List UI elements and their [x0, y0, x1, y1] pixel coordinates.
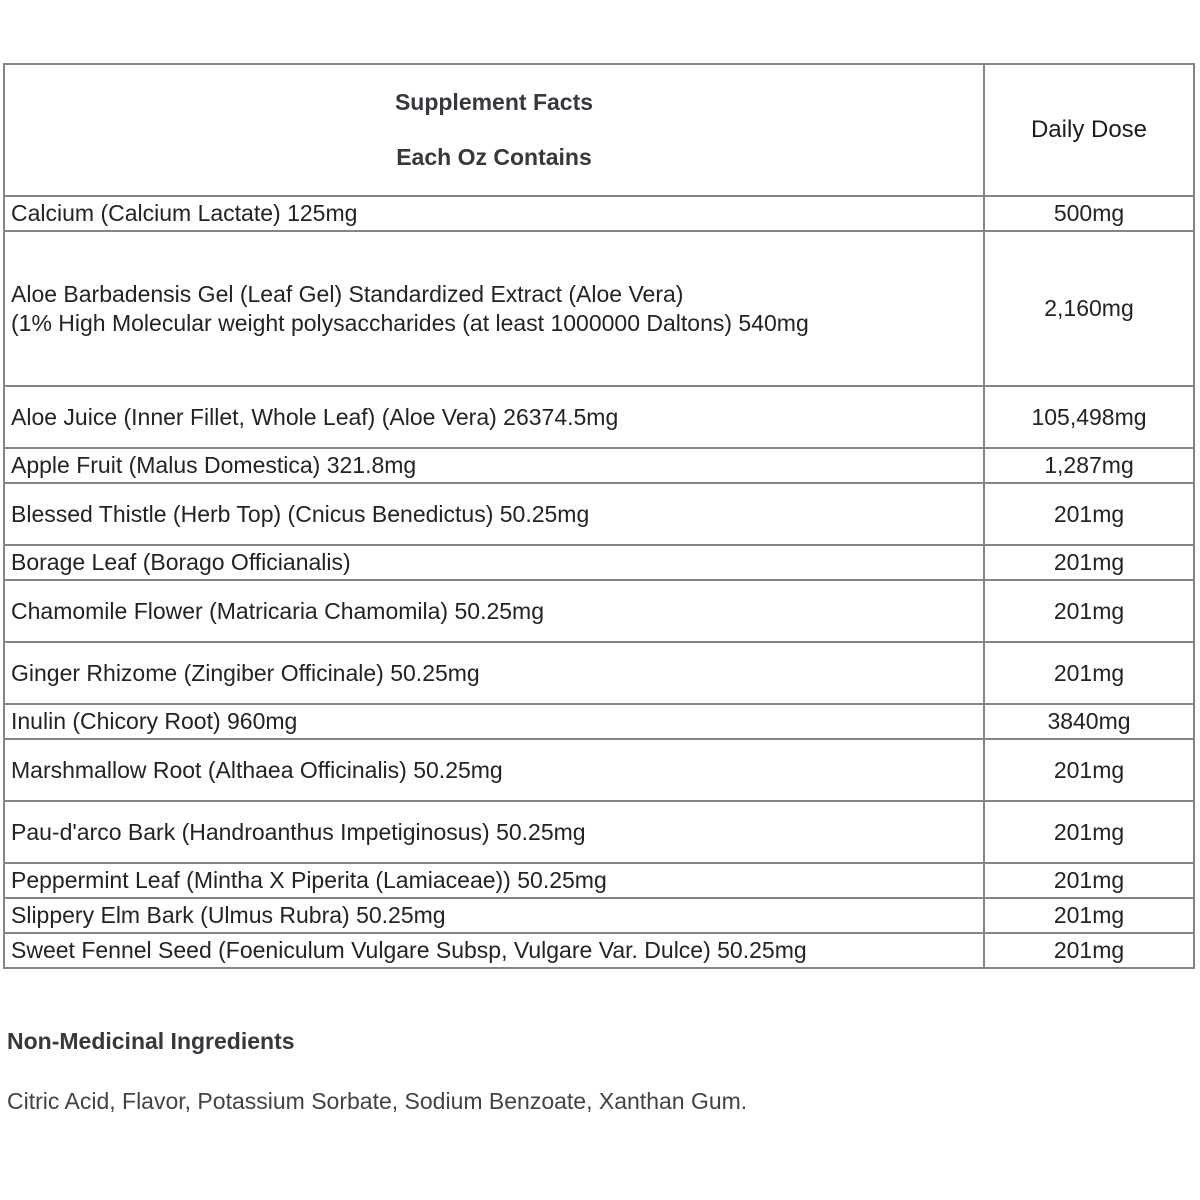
table-row: [4, 483, 1194, 545]
ingredient-cell: Blessed Thistle (Herb Top) (Cnicus Benedictus) 50.25mg: [4, 483, 984, 545]
dose-cell: 201mg: [984, 545, 1194, 580]
dose-cell: 201mg: [984, 933, 1194, 968]
dose-cell: 105,498mg: [984, 386, 1194, 448]
table-row: [4, 642, 1194, 704]
non-medicinal-heading: Non-Medicinal Ingredients: [7, 1028, 295, 1054]
ingredient-cell: Aloe Juice (Inner Fillet, Whole Leaf) (Aloe Vera) 26374.5mg: [4, 386, 984, 448]
ingredient-cell: Apple Fruit (Malus Domestica) 321.8mg: [4, 448, 984, 483]
ingredient-cell: Chamomile Flower (Matricaria Chamomila) 50.25mg: [4, 580, 984, 642]
ingredient-cell: Borage Leaf (Borago Officianalis): [4, 545, 984, 580]
dose-cell: 3840mg: [984, 704, 1194, 739]
dose-cell: 201mg: [984, 898, 1194, 933]
ingredient-cell: [4, 231, 984, 386]
serving-subtitle: Each Oz Contains: [396, 144, 592, 170]
facts-header-cell: [4, 64, 984, 196]
supplement-facts-table: [3, 63, 1195, 969]
ingredient-line-2: (1% High Molecular weight polysaccharides (at least 1000000 Daltons) 540mg: [11, 309, 809, 336]
dose-cell: 201mg: [984, 642, 1194, 704]
table-row: [4, 933, 1194, 968]
table-row: [4, 898, 1194, 933]
table-row: [4, 739, 1194, 801]
ingredient-cell: Inulin (Chicory Root) 960mg: [4, 704, 984, 739]
table-header-row: [4, 64, 1194, 196]
dose-cell: 1,287mg: [984, 448, 1194, 483]
table-row: [4, 863, 1194, 898]
dose-cell: 201mg: [984, 863, 1194, 898]
table-row: [4, 545, 1194, 580]
ingredient-cell: Pau-d'arco Bark (Handroanthus Impetiginosus) 50.25mg: [4, 801, 984, 863]
ingredient-cell: Calcium (Calcium Lactate) 125mg: [4, 196, 984, 231]
dose-cell: 201mg: [984, 580, 1194, 642]
non-medicinal-section: [7, 1028, 1107, 1115]
table-row: [4, 196, 1194, 231]
table-row: [4, 386, 1194, 448]
ingredient-cell: Peppermint Leaf (Mintha X Piperita (Lamiaceae)) 50.25mg: [4, 863, 984, 898]
dose-cell: 201mg: [984, 801, 1194, 863]
ingredient-line-1: Aloe Barbadensis Gel (Leaf Gel) Standardized Extract (Aloe Vera): [11, 280, 684, 307]
ingredient-cell: Ginger Rhizome (Zingiber Officinale) 50.25mg: [4, 642, 984, 704]
ingredient-cell: Sweet Fennel Seed (Foeniculum Vulgare Subsp, Vulgare Var. Dulce) 50.25mg: [4, 933, 984, 968]
dose-cell: 2,160mg: [984, 231, 1194, 386]
supplement-facts-title: Supplement Facts: [394, 89, 594, 115]
table-row: [4, 580, 1194, 642]
dose-cell: 500mg: [984, 196, 1194, 231]
ingredient-cell: Marshmallow Root (Althaea Officinalis) 50.25mg: [4, 739, 984, 801]
non-medicinal-list: Citric Acid, Flavor, Potassium Sorbate, Sodium Benzoate, Xanthan Gum.: [7, 1088, 748, 1114]
ingredient-cell: Slippery Elm Bark (Ulmus Rubra) 50.25mg: [4, 898, 984, 933]
table-row: [4, 704, 1194, 739]
daily-dose-column-header: Daily Dose: [984, 64, 1194, 196]
table-row: [4, 448, 1194, 483]
table-row: [4, 231, 1194, 386]
table-row: [4, 801, 1194, 863]
dose-cell: 201mg: [984, 483, 1194, 545]
dose-cell: 201mg: [984, 739, 1194, 801]
